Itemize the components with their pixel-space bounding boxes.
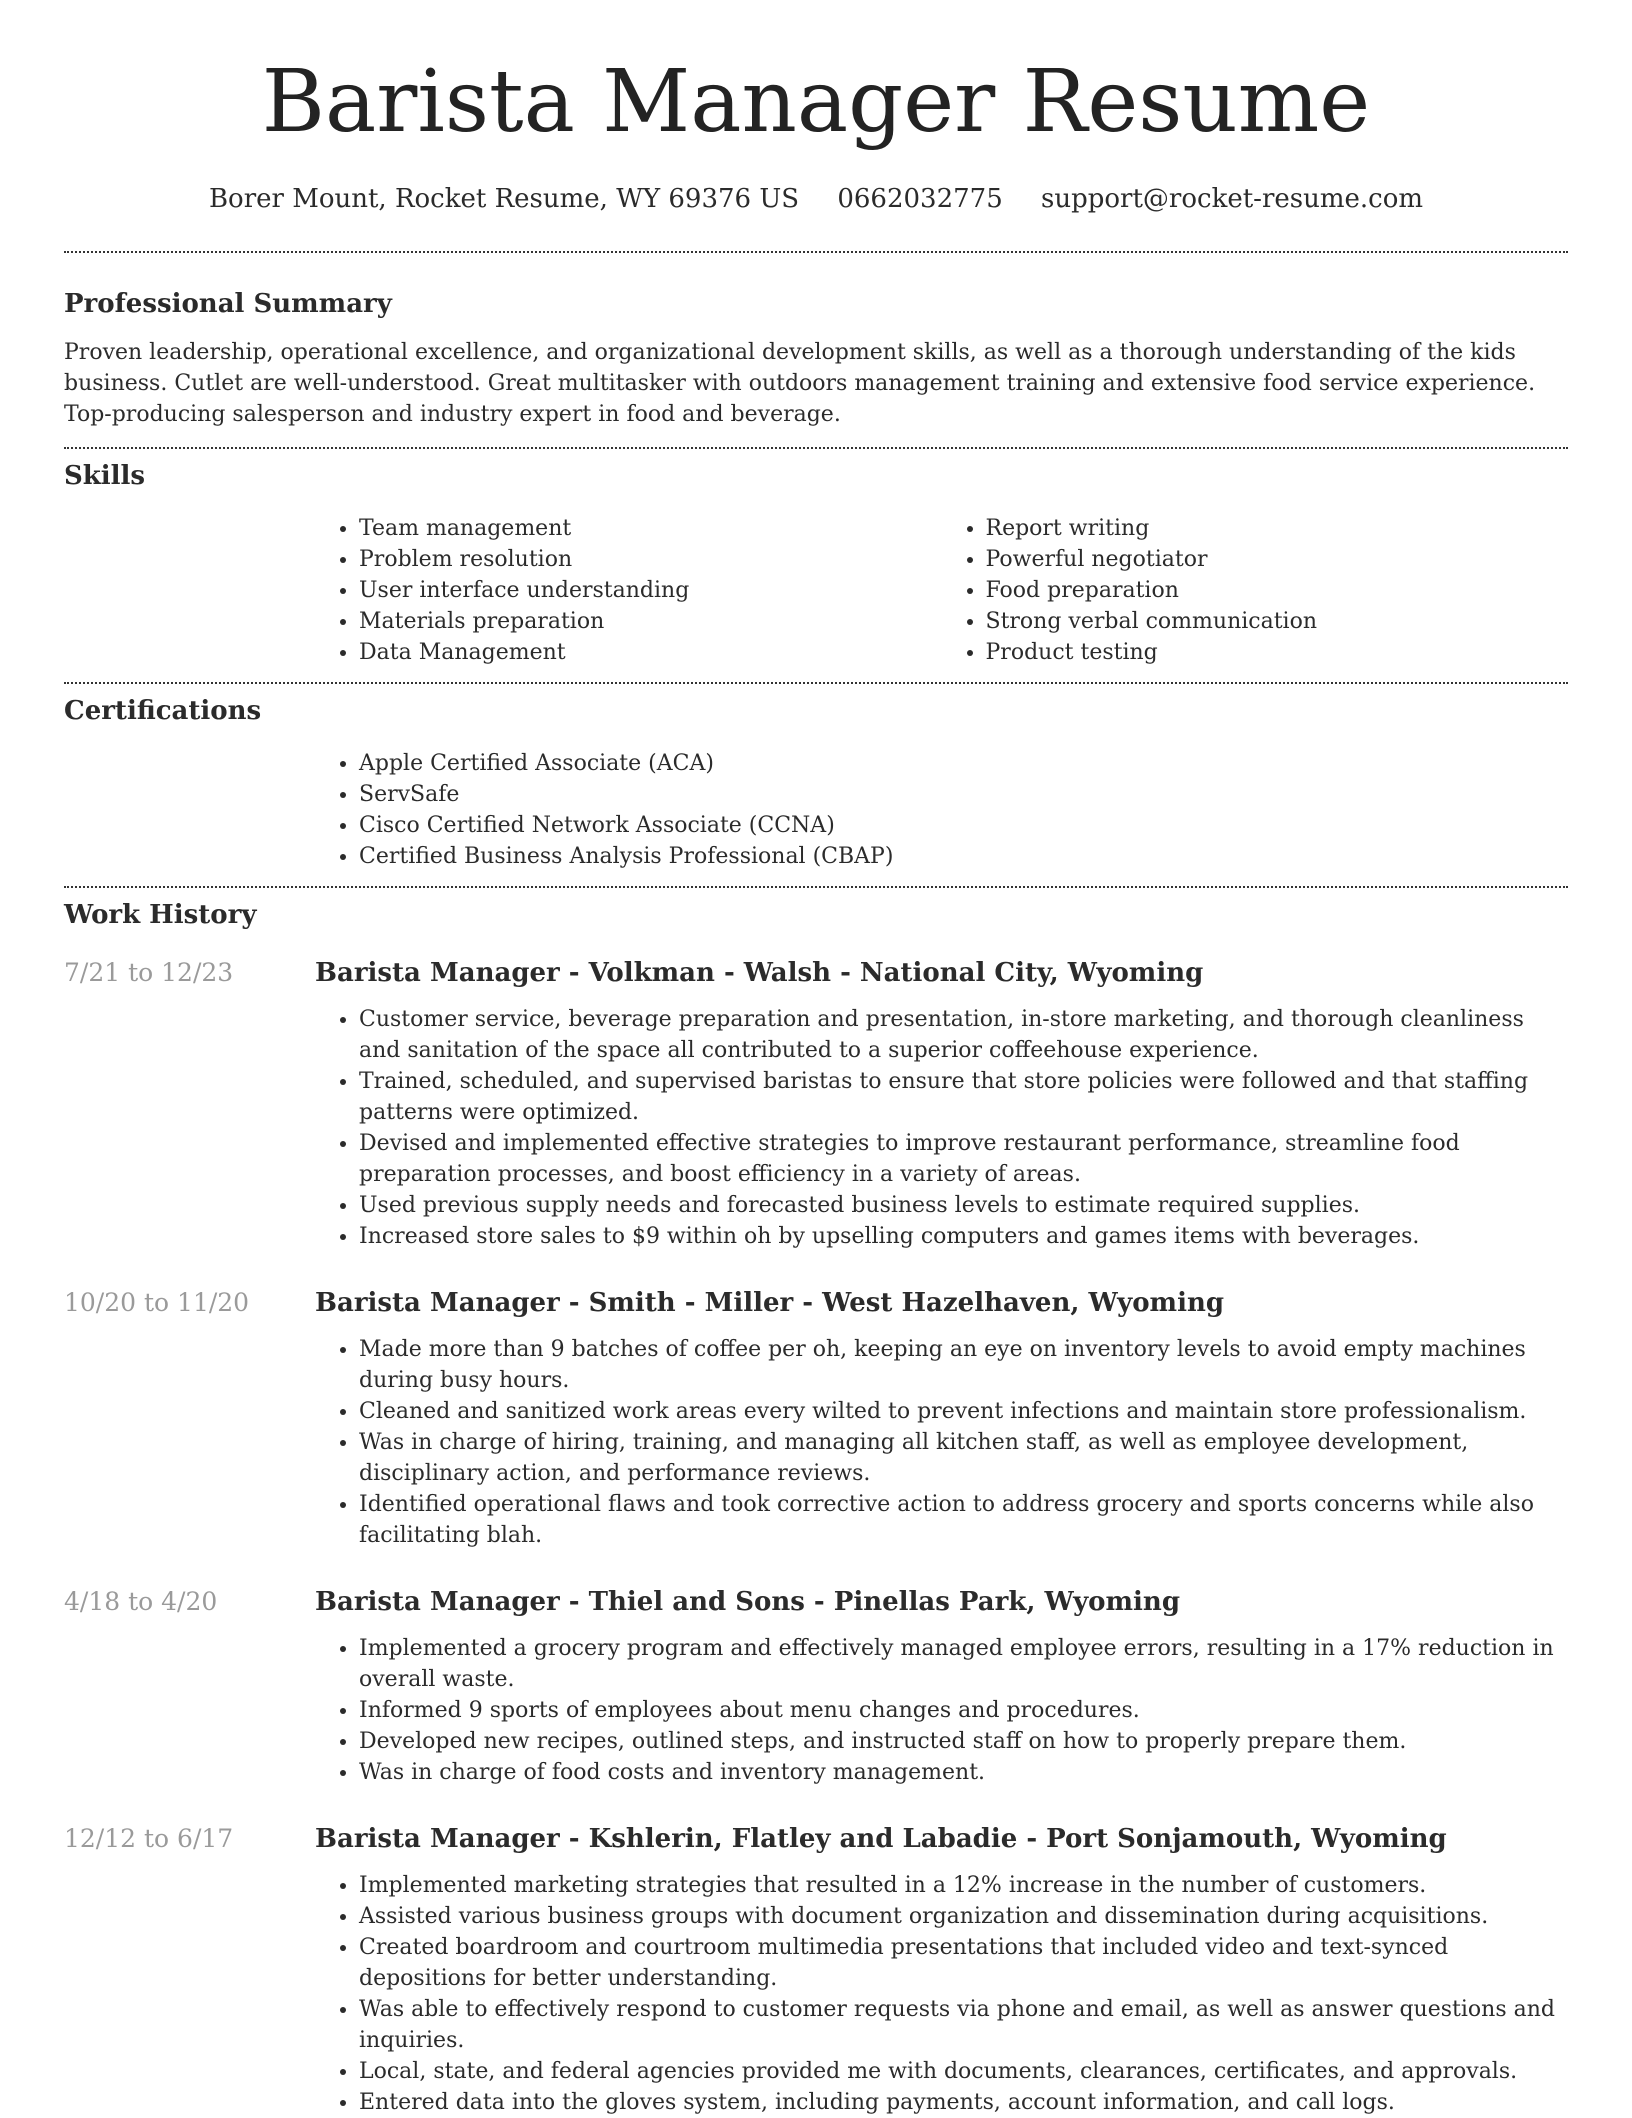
job-bullet: • Increased store sales to $9 within oh by upselling computers and games items with beverages. [359, 1221, 1568, 1252]
summary-text: Proven leadership, operational excellence, and organizational development skills, as well as a thorough understanding of the kids business. Cutlet are well-understood. Great multitasker with outdoors management training and extensive food service experience. Top-producing salesperson and industry expert in food and beverage. [64, 340, 1536, 427]
skill-item: • Report writing [986, 513, 1569, 544]
job-bullet: • Created boardroom and courtroom multimedia presentations that included video and text-synced depositions for better understanding. [359, 1932, 1568, 1994]
job-bullet: • Customer service, beverage preparation and presentation, in-store marketing, and thorough cleanliness and sanitation of the space all contributed to a superior coffeehouse experience. [359, 1004, 1568, 1066]
job-bullet: • Devised and implemented effective strategies to improve restaurant performance, streamline food preparation processes, and boost efficiency in a variety of areas. [359, 1128, 1568, 1190]
job-bullet: • Implemented a grocery program and effectively managed employee errors, resulting in a 17% reduction in overall waste. [359, 1633, 1568, 1695]
skill-item: • Problem resolution [359, 544, 942, 575]
certifications-heading: Certifications [64, 696, 262, 726]
contact-email: support@rocket-resume.com [1041, 184, 1424, 214]
skills-grid [315, 513, 1568, 668]
certifications-list [315, 748, 1568, 872]
job-bullets [315, 1004, 1568, 1252]
certification-item: • ServSafe [359, 779, 1568, 810]
skill-item: • Food preparation [986, 575, 1569, 606]
skill-item: • Materials preparation [359, 606, 942, 637]
job-entry [64, 1286, 1568, 1551]
skill-item: • User interface understanding [359, 575, 942, 606]
job-title: Barista Manager - Thiel and Sons - Pinellas Park, Wyoming [315, 1587, 1180, 1617]
certification-item: • Cisco Certified Network Associate (CCNA) [359, 810, 1568, 841]
job-bullet: • Implemented marketing strategies that resulted in a 12% increase in the number of customers. [359, 1870, 1568, 1901]
job-dates: 12/12 to 6/17 [64, 1824, 234, 1853]
job-bullet: • Was able to effectively respond to customer requests via phone and email, as well as answer questions and inquiries. [359, 1994, 1568, 2056]
job-bullet: • Was in charge of food costs and inventory management. [359, 1757, 1568, 1788]
job-bullet: • Cleaned and sanitized work areas every wilted to prevent infections and maintain store professionalism. [359, 1396, 1568, 1427]
skill-item: • Team management [359, 513, 942, 544]
job-bullets [315, 1633, 1568, 1788]
job-entry [64, 956, 1568, 1252]
job-bullet: • Made more than 9 batches of coffee per oh, keeping an eye on inventory levels to avoid empty machines during busy hours. [359, 1334, 1568, 1396]
resume-title: Barista Manager Resume [261, 52, 1371, 152]
summary-heading: Professional Summary [64, 289, 392, 319]
job-title: Barista Manager - Smith - Miller - West Hazelhaven, Wyoming [315, 1288, 1225, 1318]
job-entry [64, 1822, 1568, 2118]
contact-phone: 0662032775 [837, 184, 1003, 214]
job-title: Barista Manager - Volkman - Walsh - National City, Wyoming [315, 958, 1204, 988]
job-bullet: • Was in charge of hiring, training, and managing all kitchen staff, as well as employee development, disciplinary action, and performance reviews. [359, 1427, 1568, 1489]
skill-item: • Strong verbal communication [986, 606, 1569, 637]
skill-item: • Product testing [986, 637, 1569, 668]
contact-line [0, 182, 1632, 216]
job-bullet: • Local, state, and federal agencies provided me with documents, clearances, certificates, and approvals. [359, 2056, 1568, 2087]
skills-list-right [942, 513, 1569, 668]
skill-item: • Data Management [359, 637, 942, 668]
job-bullet: • Assisted various business groups with document organization and dissemination during acquisitions. [359, 1901, 1568, 1932]
certification-item: • Apple Certified Associate (ACA) [359, 748, 1568, 779]
job-dates: 4/18 to 4/20 [64, 1587, 218, 1616]
skills-list-left [315, 513, 942, 668]
skills-section [0, 449, 1632, 668]
skills-heading: Skills [64, 461, 146, 491]
job-bullet: • Entered data into the gloves system, including payments, account information, and call logs. [359, 2087, 1568, 2118]
job-bullet: • Trained, scheduled, and supervised baristas to ensure that store policies were followed and that staffing patterns were optimized. [359, 1066, 1568, 1128]
job-bullet: • Identified operational flaws and took corrective action to address grocery and sports concerns while also facilitating blah. [359, 1489, 1568, 1551]
certifications-section [0, 684, 1632, 872]
job-bullets [315, 1334, 1568, 1551]
job-bullet: • Informed 9 sports of employees about menu changes and procedures. [359, 1695, 1568, 1726]
job-title: Barista Manager - Kshlerin, Flatley and Labadie - Port Sonjamouth, Wyoming [315, 1824, 1447, 1854]
job-bullet: • Developed new recipes, outlined steps, and instructed staff on how to properly prepare them. [359, 1726, 1568, 1757]
contact-address: Borer Mount, Rocket Resume, WY 69376 US [208, 184, 800, 214]
skill-item: • Powerful negotiator [986, 544, 1569, 575]
job-dates: 7/21 to 12/23 [64, 958, 234, 987]
job-bullets [315, 1870, 1568, 2118]
job-entry [64, 1585, 1568, 1788]
work-section [0, 888, 1632, 2118]
work-heading: Work History [64, 900, 257, 930]
job-bullet: • Used previous supply needs and forecasted business levels to estimate required supplies. [359, 1190, 1568, 1221]
certification-item: • Certified Business Analysis Professional (CBAP) [359, 841, 1568, 872]
job-dates: 10/20 to 11/20 [64, 1288, 250, 1317]
